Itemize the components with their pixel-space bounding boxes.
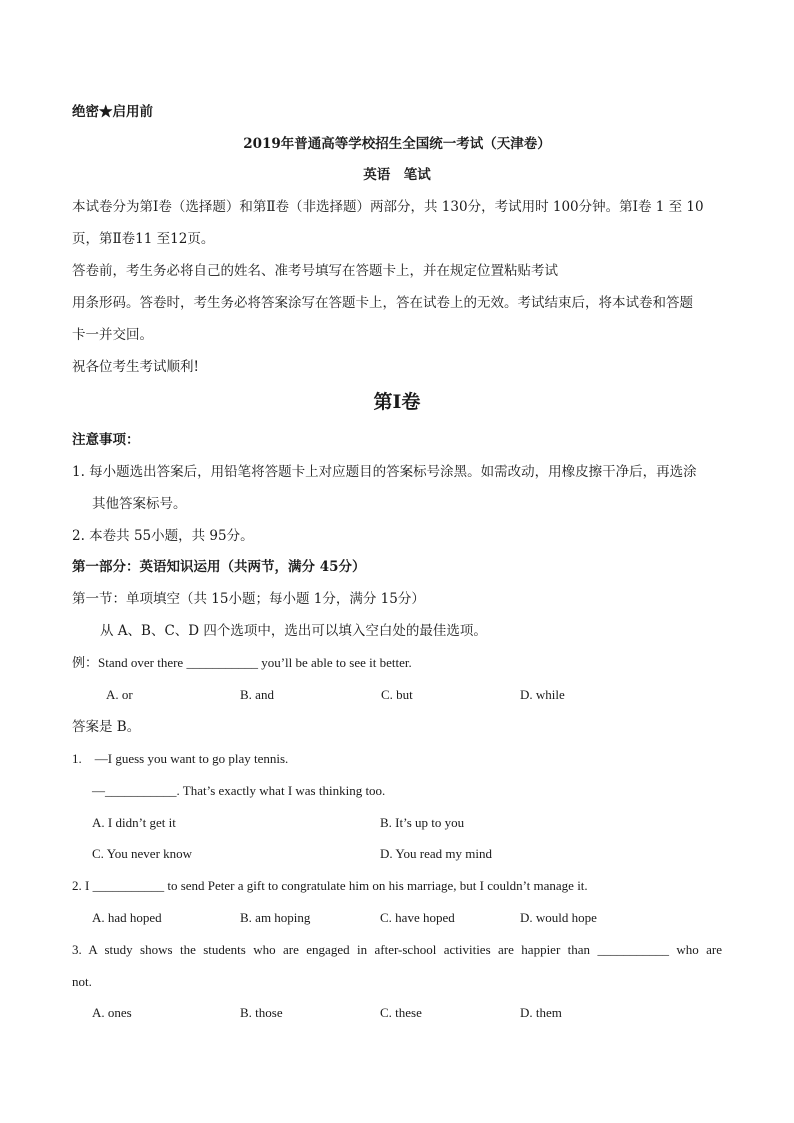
- question-1-reply: —___________. That’s exactly what I was thinking too.: [92, 783, 386, 798]
- question-1-option-a: A. I didn’t get it: [92, 815, 176, 830]
- intro-line: 答卷前，考生务必将自己的姓名、准考号填写在答题卡上，并在规定位置粘贴考试: [72, 263, 558, 279]
- question-3-option-d: D. them: [520, 1005, 562, 1020]
- intro-line: 卡一并交回。: [72, 327, 153, 343]
- notes-heading: 注意事项：: [72, 432, 140, 448]
- part1-heading: 第一部分：英语知识运用（共两节，满分 45分）: [72, 559, 366, 575]
- question-3-option-a: A. ones: [92, 1005, 132, 1020]
- example-stem: 例：Stand over there ___________ you’ll be able to see it better.: [72, 655, 412, 670]
- good-luck-line: 祝各位考生考试顺利!: [72, 359, 199, 375]
- intro-line: 页，第Ⅱ卷11 至12页。: [72, 231, 215, 247]
- question-3-stem: 3. A study shows the students who are engaged in after-school activities are happier than ___________ who are: [72, 942, 722, 957]
- section1-instruction: 从 A、B、C、D 四个选项中，选出可以填入空白处的最佳选项。: [100, 623, 487, 639]
- note-item-cont: 其他答案标号。: [92, 496, 187, 512]
- example-option-b: B. and: [240, 687, 274, 702]
- question-2-option-c: C. have hoped: [380, 910, 455, 925]
- question-1-option-d: D. You read my mind: [380, 846, 492, 861]
- question-2-option-b: B. am hoping: [240, 910, 311, 925]
- example-option-d: D. while: [520, 687, 565, 702]
- exam-subject: 英语 笔试: [363, 167, 431, 183]
- question-2-stem: 2. I ___________ to send Peter a gift to congratulate him on his marriage, but I couldn’t manage it.: [72, 878, 588, 893]
- note-item: 2. 本卷共 55小题，共 95分。: [72, 528, 254, 544]
- intro-line: 本试卷分为第Ⅰ卷（选择题）和第Ⅱ卷（非选择题）两部分，共 130分，考试用时 100分钟。第Ⅰ卷 1 至 10: [72, 199, 704, 215]
- question-2-option-a: A. had hoped: [92, 910, 162, 925]
- confidential-label: 绝密★启用前: [72, 104, 153, 120]
- question-3-option-b: B. those: [240, 1005, 283, 1020]
- question-3-stem-cont: not.: [72, 974, 92, 989]
- exam-title: 2019年普通高等学校招生全国统一考试（天津卷）: [243, 136, 551, 152]
- volume-title: 第Ⅰ卷: [373, 391, 421, 413]
- example-option-c: C. but: [381, 687, 413, 702]
- note-item: 1. 每小题选出答案后，用铅笔将答题卡上对应题目的答案标号涂黑。如需改动，用橡皮擦干净后，再选涂: [72, 464, 697, 480]
- question-1-stem: 1. —I guess you want to go play tennis.: [72, 751, 289, 766]
- question-2-option-d: D. would hope: [520, 910, 597, 925]
- question-3-option-c: C. these: [380, 1005, 422, 1020]
- intro-line: 用条形码。答卷时，考生务必将答案涂写在答题卡上，答在试卷上的无效。考试结束后，将本试卷和答题: [72, 295, 693, 311]
- question-1-option-c: C. You never know: [92, 846, 193, 861]
- example-answer: 答案是 B。: [72, 719, 141, 735]
- question-1-option-b: B. It’s up to you: [380, 815, 465, 830]
- example-option-a: A. or: [106, 687, 133, 702]
- section1-heading: 第一节：单项填空（共 15小题；每小题 1分，满分 15分）: [72, 591, 425, 607]
